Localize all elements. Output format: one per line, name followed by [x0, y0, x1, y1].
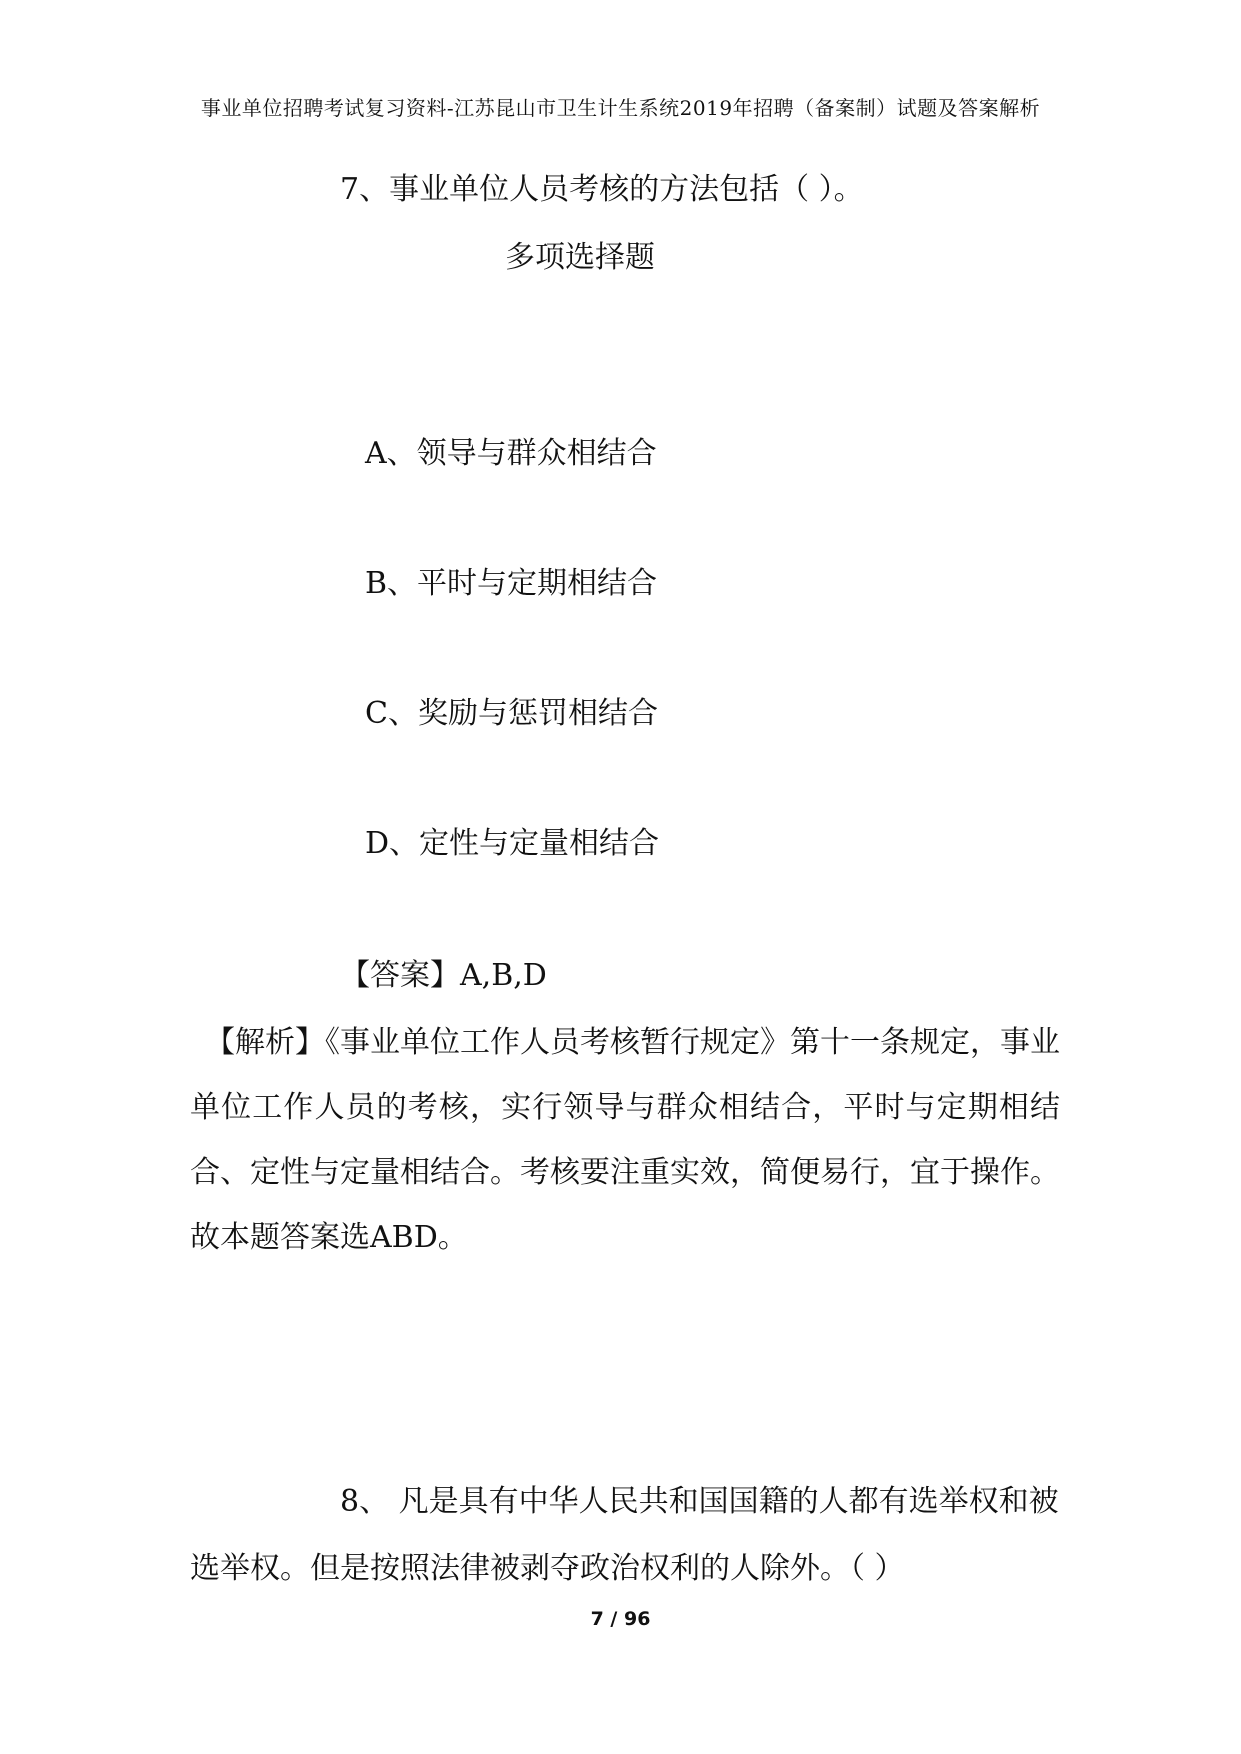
question-7-option-c: C、奖励与惩罚相结合 [365, 696, 658, 731]
page-number: 7 / 96 [590, 1608, 651, 1630]
page-header: 事业单位招聘考试复习资料-江苏昆山市卫生计生系统2019年招聘（备案制）试题及答案解析 [200, 96, 1041, 120]
question-7-title: 7、事业单位人员考核的方法包括（ ）。 [340, 172, 864, 207]
question-7-analysis: 【解析】《事业单位工作人员考核暂行规定》第十一条规定，事业单位工作人员的考核，实行领导与群众相结合，平时与定期相结合、定性与定量相结合。考核要注重实效，简便易行，宜于操作。故本题答案选ABD。 [190, 1025, 1060, 1255]
question-7-option-d: D、定性与定量相结合 [365, 826, 660, 861]
question-7-type: 多项选择题 [505, 240, 655, 275]
question-7-option-b: B、平时与定期相结合 [365, 566, 658, 601]
question-7-option-a: A、领导与群众相结合 [365, 436, 657, 471]
question-7-answer: 【答案】A,B,D [340, 958, 547, 993]
question-8-title: 8、 凡是具有中华人民共和国国籍的人都有选举权和被选举权。但是按照法律被剥夺政治权利的人除外。（ ） [190, 1484, 1059, 1586]
